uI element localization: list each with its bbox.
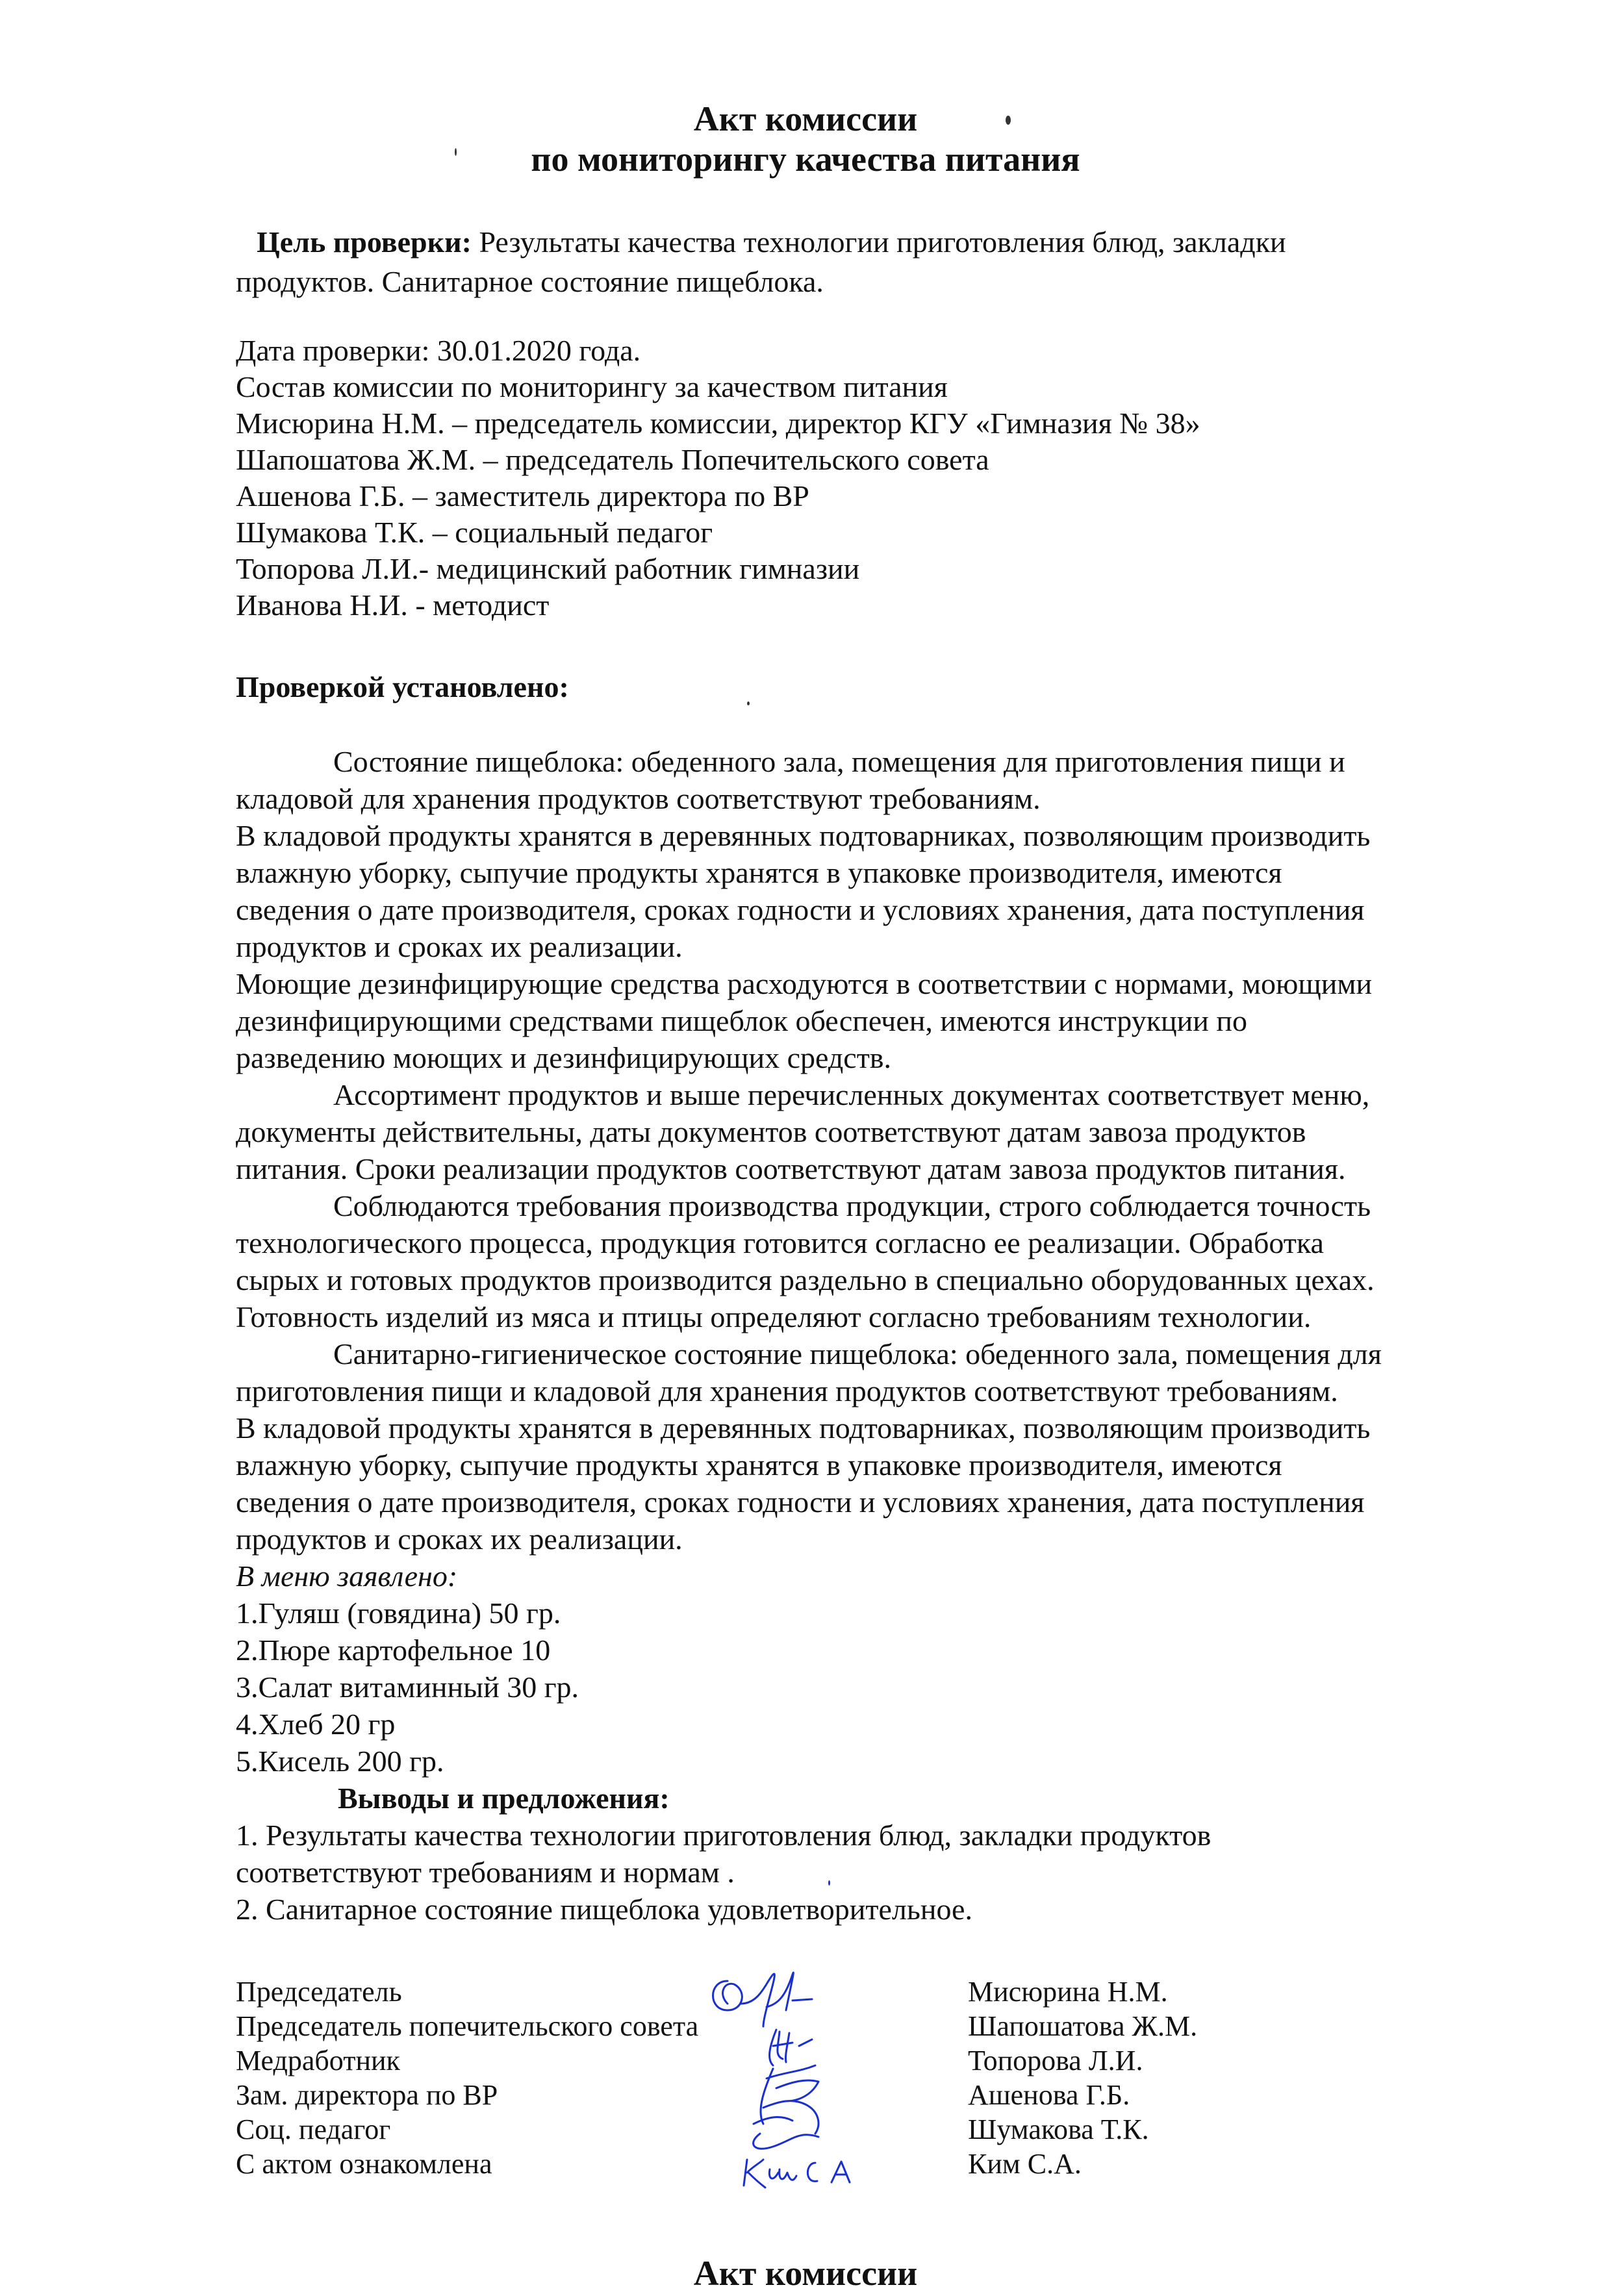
commission-member: Шумакова Т.К. – социальный педагог — [236, 516, 713, 549]
commission-member: Мисюрина Н.М. – председатель комиссии, директор КГУ «Гимназия № 38» — [236, 407, 1200, 440]
findings-line: В кладовой продукты хранятся в деревянных подтоварниках, позволяющим производить — [236, 1411, 1371, 1444]
scan-speck — [1006, 116, 1011, 125]
findings-line: Соблюдаются требования производства продукции, строго соблюдается точность — [333, 1189, 1371, 1222]
findings-line: Ассортимент продуктов и выше перечисленных документах соответствует меню, — [333, 1078, 1370, 1111]
findings-line: технологического процесса, продукция готовится согласно ее реализации. Обработка — [236, 1226, 1324, 1259]
findings-line: влажную уборку, сыпучие продукты хранятся в упаковке производителя, имеются — [236, 856, 1282, 889]
menu-item: 5.Кисель 200 гр. — [236, 1745, 444, 1778]
signature-role: Медработник — [236, 2045, 400, 2076]
findings-heading: Проверкой установлено: — [236, 670, 569, 703]
findings-line: документы действительны, даты документов соответствуют датам завоза продуктов — [236, 1115, 1306, 1148]
signature-name: Мисюрина Н.М. — [968, 1976, 1168, 2008]
goal-label: Цель проверки: — [257, 225, 472, 259]
findings-line: кладовой для хранения продуктов соответствуют требованиям. — [236, 782, 1041, 815]
findings-line: Санитарно-гигиеническое состояние пищеблока: обеденного зала, помещения для — [333, 1337, 1382, 1370]
commission-member: Ашенова Г.Б. – заместитель директора по ВР — [236, 479, 809, 512]
conclusion-item: 2. Санитарное состояние пищеблока удовлетворительное. — [236, 1893, 972, 1926]
signature-role: С актом ознакомлена — [236, 2148, 492, 2180]
findings-line: продуктов и сроках их реализации. — [236, 1522, 683, 1556]
menu-item: 2.Пюре картофельное 10 — [236, 1634, 551, 1667]
handwritten-signatures — [702, 1955, 974, 2189]
signature-name: Топорова Л.И. — [968, 2045, 1143, 2076]
findings-line: сведения о дате производителя, сроках годности и условиях хранения, дата поступления — [236, 1485, 1365, 1519]
findings-line: В кладовой продукты хранятся в деревянных подтоварниках, позволяющим производить — [236, 819, 1371, 852]
signature-stroke — [744, 2160, 850, 2188]
signature-name: Шапошатова Ж.М. — [968, 2010, 1198, 2042]
scan-speck — [828, 1880, 830, 1886]
menu-item: 3.Салат витаминный 30 гр. — [236, 1671, 579, 1704]
commission-member: Топорова Л.И.- медицинский работник гимназии — [236, 552, 860, 585]
next-page-title: Акт комиссии — [693, 2254, 918, 2293]
findings-line: питания. Сроки реализации продуктов соответствуют датам завоза продуктов питания. — [236, 1152, 1346, 1185]
findings-line: продуктов и сроках их реализации. — [236, 930, 683, 963]
findings-line: сырых и готовых продуктов производится раздельно в специально оборудованных цехах. — [236, 1263, 1375, 1296]
conclusion-item: соответствуют требованиям и нормам . — [236, 1856, 735, 1889]
commission-member: Шапошатова Ж.М. – председатель Попечительского совета — [236, 443, 989, 476]
commission-member: Иванова Н.И. - методист — [236, 588, 550, 622]
menu-item: 4.Хлеб 20 гр — [236, 1708, 396, 1741]
findings-line: разведению моющих и дезинфицирующих средств. — [236, 1041, 892, 1074]
signature-stroke — [754, 2065, 818, 2149]
signature-name: Ким С.А. — [968, 2148, 1082, 2180]
conclusions-heading: Выводы и предложения: — [338, 1782, 670, 1815]
findings-line: Состояние пищеблока: обеденного зала, помещения для приготовления пищи и — [333, 745, 1345, 778]
signature-name: Шумакова Т.К. — [968, 2113, 1149, 2145]
signature-stroke — [770, 2030, 812, 2065]
commission-heading: Состав комиссии по мониторингу за качеством питания — [236, 370, 948, 403]
findings-line: сведения о дате производителя, сроках годности и условиях хранения, дата поступления — [236, 893, 1365, 926]
signature-role: Зам. директора по ВР — [236, 2079, 498, 2111]
goal-line — [257, 224, 1286, 260]
findings-line: влажную уборку, сыпучие продукты хранятся в упаковке производителя, имеются — [236, 1448, 1282, 1482]
findings-line: дезинфицирующими средствами пищеблок обеспечен, имеются инструкции по — [236, 1004, 1248, 1037]
findings-line: Моющие дезинфицирующие средства расходуются в соответствии с нормами, моющими — [236, 967, 1373, 1000]
scan-speck — [747, 701, 750, 705]
signature-role: Председатель попечительского совета — [236, 2010, 699, 2042]
goal-text-continued: продуктов. Санитарное состояние пищеблока. — [236, 265, 824, 298]
document-title: Акт комиссии — [693, 99, 918, 138]
menu-item: 1.Гуляш (говядина) 50 гр. — [236, 1596, 561, 1630]
findings-line: Готовность изделий из мяса и птицы определяют согласно требованиям технологии. — [236, 1300, 1312, 1333]
inspection-date: Дата проверки: 30.01.2020 года. — [236, 334, 641, 367]
document-subtitle: по мониторингу качества питания — [531, 140, 1080, 179]
signature-name: Ашенова Г.Б. — [968, 2079, 1130, 2111]
menu-heading: В меню заявлено: — [236, 1559, 458, 1593]
findings-line: приготовления пищи и кладовой для хранения продуктов соответствуют требованиям. — [236, 1374, 1338, 1407]
goal-text: Результаты качества технологии приготовления блюд, закладки — [471, 225, 1286, 259]
signature-role: Председатель — [236, 1976, 402, 2008]
signature-role: Соц. педагог — [236, 2113, 391, 2145]
scan-speck — [455, 148, 457, 156]
signature-stroke — [713, 1973, 813, 2026]
conclusion-item: 1. Результаты качества технологии приготовления блюд, закладки продуктов — [236, 1819, 1211, 1852]
